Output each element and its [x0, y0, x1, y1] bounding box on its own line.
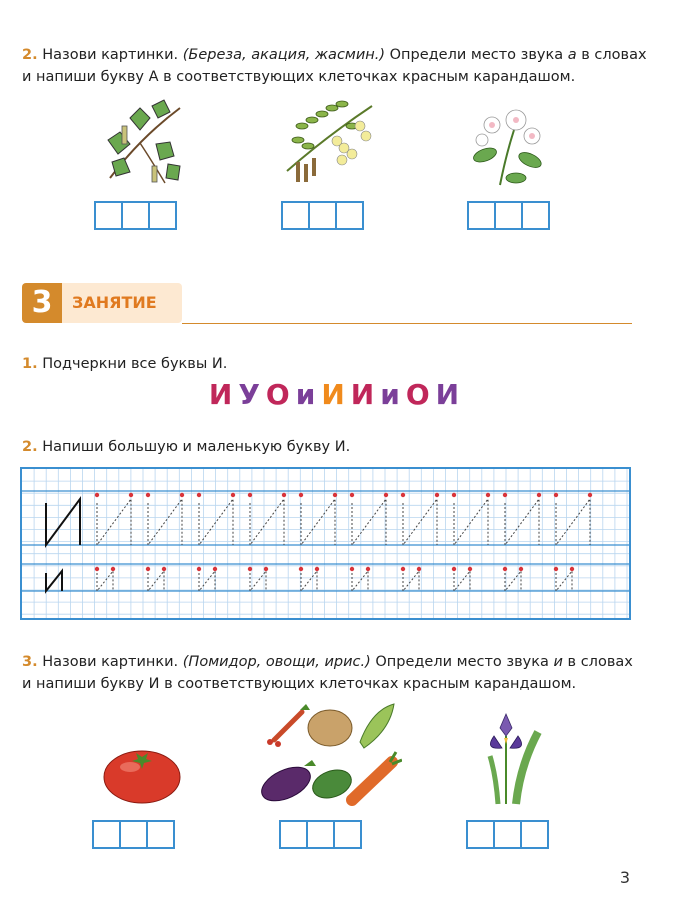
- answer-cell[interactable]: [279, 820, 308, 849]
- task-number: 1.: [22, 356, 38, 372]
- answer-cell[interactable]: [333, 820, 362, 849]
- task-text-end: .: [345, 439, 351, 455]
- answer-cells-vegetables: [279, 820, 360, 849]
- small-letter-trace: [148, 571, 164, 591]
- big-letter-trace: [301, 499, 335, 545]
- vegetables-picture: [252, 700, 402, 806]
- task-name-pictures-a: [22, 44, 652, 88]
- task-number: 3.: [22, 654, 38, 670]
- big-letter-trace: [352, 499, 386, 545]
- small-letter-trace: [97, 571, 113, 591]
- acacia-picture: [282, 96, 377, 188]
- writing-grid[interactable]: [20, 467, 631, 620]
- answer-cell[interactable]: [148, 201, 177, 230]
- big-letter-trace: [403, 499, 437, 545]
- task-text-line2: в соответствующих клеточках красным карандашом.: [164, 676, 577, 692]
- jasmine-picture: [470, 100, 550, 190]
- task-text: в словах: [567, 654, 633, 670]
- task-bold-letter: И: [211, 356, 223, 372]
- letter-item[interactable]: У: [238, 378, 266, 411]
- task-underline: [22, 353, 652, 375]
- task-text-end: .: [222, 356, 228, 372]
- letter-item[interactable]: и: [295, 378, 322, 411]
- letter-item[interactable]: и: [380, 378, 406, 411]
- letter-item[interactable]: И: [350, 378, 381, 411]
- small-letter-trace: [505, 571, 521, 591]
- answer-cells-iris: [466, 820, 547, 849]
- small-letter-trace: [556, 571, 572, 591]
- task-hint: (Береза, акация, жасмин.): [182, 47, 386, 63]
- answer-cells-birch: [94, 201, 175, 230]
- small-letter-trace: [301, 571, 317, 591]
- iris-picture: [476, 706, 546, 806]
- task-text: Определи место звука: [389, 47, 564, 63]
- answer-cells-jasmine: [467, 201, 548, 230]
- small-letter-sample: [46, 571, 62, 591]
- task-text: Назови картинки.: [42, 47, 179, 63]
- answer-cell[interactable]: [121, 201, 150, 230]
- task-hint: (Помидор, овощи, ирис.): [182, 654, 371, 670]
- letter-item[interactable]: И: [321, 378, 351, 411]
- small-letter-trace: [403, 571, 419, 591]
- answer-cell[interactable]: [306, 820, 335, 849]
- big-letter-sample: [46, 499, 80, 545]
- answer-cell[interactable]: [308, 201, 337, 230]
- letter-item[interactable]: И: [208, 378, 239, 411]
- task-text: Назови картинки.: [42, 654, 179, 670]
- answer-cell[interactable]: [146, 820, 175, 849]
- task-number: 2.: [22, 47, 38, 63]
- big-letter-trace: [148, 499, 182, 545]
- writing-grid-lines: [22, 469, 629, 618]
- sound-letter: и: [553, 654, 563, 670]
- answer-cell[interactable]: [119, 820, 148, 849]
- task-text: Подчеркни все буквы: [42, 356, 208, 372]
- task-text: в словах: [581, 47, 647, 63]
- answer-cell[interactable]: [494, 201, 523, 230]
- answer-cell[interactable]: [467, 201, 496, 230]
- lesson-divider: [182, 323, 632, 324]
- task-number: 2.: [22, 439, 38, 455]
- lesson-label: ЗАНЯТИЕ: [62, 283, 182, 323]
- sound-letter: а: [567, 47, 577, 63]
- task-bold-letter: И: [334, 439, 346, 455]
- answer-cells-acacia: [281, 201, 362, 230]
- answer-cell[interactable]: [92, 820, 121, 849]
- task-text: Определи место звука: [375, 654, 549, 670]
- answer-cell[interactable]: [520, 820, 549, 849]
- page-number: 3: [619, 868, 630, 887]
- letter-row: [0, 378, 674, 411]
- task-bold-letter: И: [148, 676, 160, 692]
- big-letter-trace: [250, 499, 284, 545]
- big-letter-trace: [505, 499, 539, 545]
- big-letter-trace: [556, 499, 590, 545]
- answer-cell[interactable]: [281, 201, 310, 230]
- small-letter-trace: [352, 571, 368, 591]
- task-text-line2: и напиши букву: [22, 676, 145, 692]
- answer-cell[interactable]: [94, 201, 123, 230]
- big-letter-trace: [454, 499, 488, 545]
- lesson-number: 3: [22, 283, 62, 323]
- letter-item[interactable]: И: [435, 378, 466, 411]
- answer-cell[interactable]: [521, 201, 550, 230]
- birch-picture: [100, 98, 190, 190]
- answer-cell[interactable]: [466, 820, 495, 849]
- small-letter-trace: [199, 571, 215, 591]
- answer-cell[interactable]: [493, 820, 522, 849]
- letter-item[interactable]: О: [405, 378, 436, 411]
- letter-item[interactable]: О: [265, 378, 296, 411]
- task-write: [22, 436, 652, 458]
- task-text-line2: и напиши букву А в соответствующих клеточках красным карандашом.: [22, 69, 576, 85]
- task-name-pictures-i: [22, 651, 652, 695]
- answer-cell[interactable]: [335, 201, 364, 230]
- tomato-picture: [100, 745, 185, 805]
- small-letter-trace: [454, 571, 470, 591]
- answer-cells-tomato: [92, 820, 173, 849]
- task-text: Напиши большую и маленькую букву: [42, 439, 331, 455]
- big-letter-trace: [97, 499, 131, 545]
